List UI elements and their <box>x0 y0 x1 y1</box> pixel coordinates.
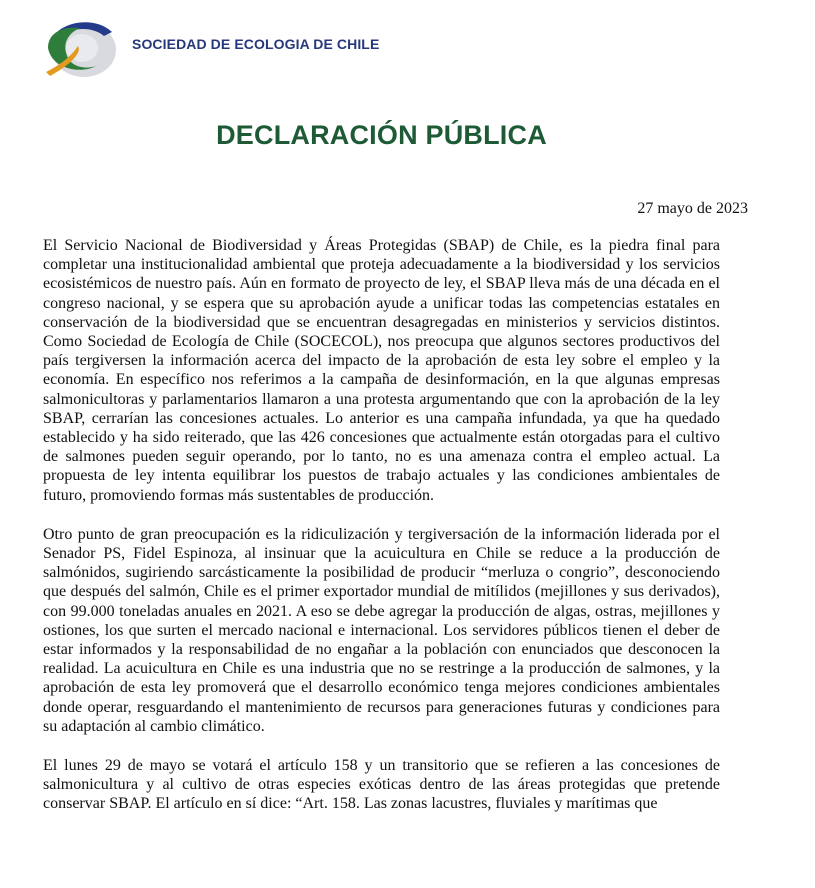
paragraph-3: El lunes 29 de mayo se votará el artículo 158 y un transitorio que se refieren a las concesiones de salmonicultura y al cultivo de otras especies exóticas dentro de las áreas protegidas que pretende conservar SBAP. El artículo en sí dice: “Art. 158. Las zonas lacustres, fluviales y marítimas que <box>43 757 720 813</box>
organization-name: SOCIEDAD DE ECOLOGIA DE CHILE <box>132 36 380 52</box>
document-date: 27 mayo de 2023 <box>637 200 748 217</box>
ecology-society-logo-icon <box>42 12 120 80</box>
paragraph-1: El Servicio Nacional de Biodiversidad y Áreas Protegidas (SBAP) de Chile, es la piedra final para completar una institucionalidad ambiental que proteja adecuadamente a la biodiversidad y los servicios ecosistémicos de nuestro país. Aún en formato de proyecto de ley, el SBAP lleva más de una década en el congreso nacional, y se espera que su aprobación ayude a unificar todas las competencias estatales en conservación de la biodiversidad que se encuentran desagregadas en ministerios y servicios distintos. Como Sociedad de Ecología de Chile (SOCECOL), nos preocupa que algunos sectores productivos del país tergiversen la información acerca del impacto de la aprobación de esta ley sobre el empleo y la economía. En específico nos referimos a la campaña de desinformación, en la que algunas empresas salmonicultoras y parlamentarios llamaron a una protesta argumentando que con la aprobación de la ley SBAP, cerrarían las concesiones actuales. Lo anterior es una campaña infundada, ya que ha quedado establecido y ha sido reiterado, que las 426 concesiones que actualmente están otorgadas para el cultivo de salmones pueden seguir operando, por lo tanto, no es una amenaza contra el empleo actual. La propuesta de ley intenta equilibrar los puestos de trabajo actuales y las condiciones ambientales de futuro, promoviendo formas más sustentables de producción. <box>43 237 720 504</box>
paragraph-2: Otro punto de gran preocupación es la ridiculización y tergiversación de la información liderada por el Senador PS, Fidel Espinoza, al insinuar que la acuicultura en Chile se reduce a la producción de salmónidos, sugiriendo sarcásticamente la posibilidad de producir “merluza o congrio”, desconociendo que después del salmón, Chile es el primer exportador mundial de mitílidos (mejillones y sus derivados), con 99.000 toneladas anuales en 2021. A eso se debe agregar la producción de algas, ostras, mejillones y ostiones, los que surten el mercado nacional e internacional. Los servidores públicos tienen el deber de estar informados y la responsabilidad de no engañar a la población con enunciados que desconocen la realidad. La acuicultura en Chile es una industria que no se restringe a la producción de salmones, y la aprobación de esta ley promoverá que el desarrollo económico tenga mejores condiciones ambientales donde operar, resguardando el mantenimiento de recursos para generaciones futuras y condiciones para su adaptación al cambio climático. <box>43 525 720 735</box>
document-body <box>43 236 720 834</box>
document-title: DECLARACIÓN PÚBLICA <box>216 120 547 150</box>
